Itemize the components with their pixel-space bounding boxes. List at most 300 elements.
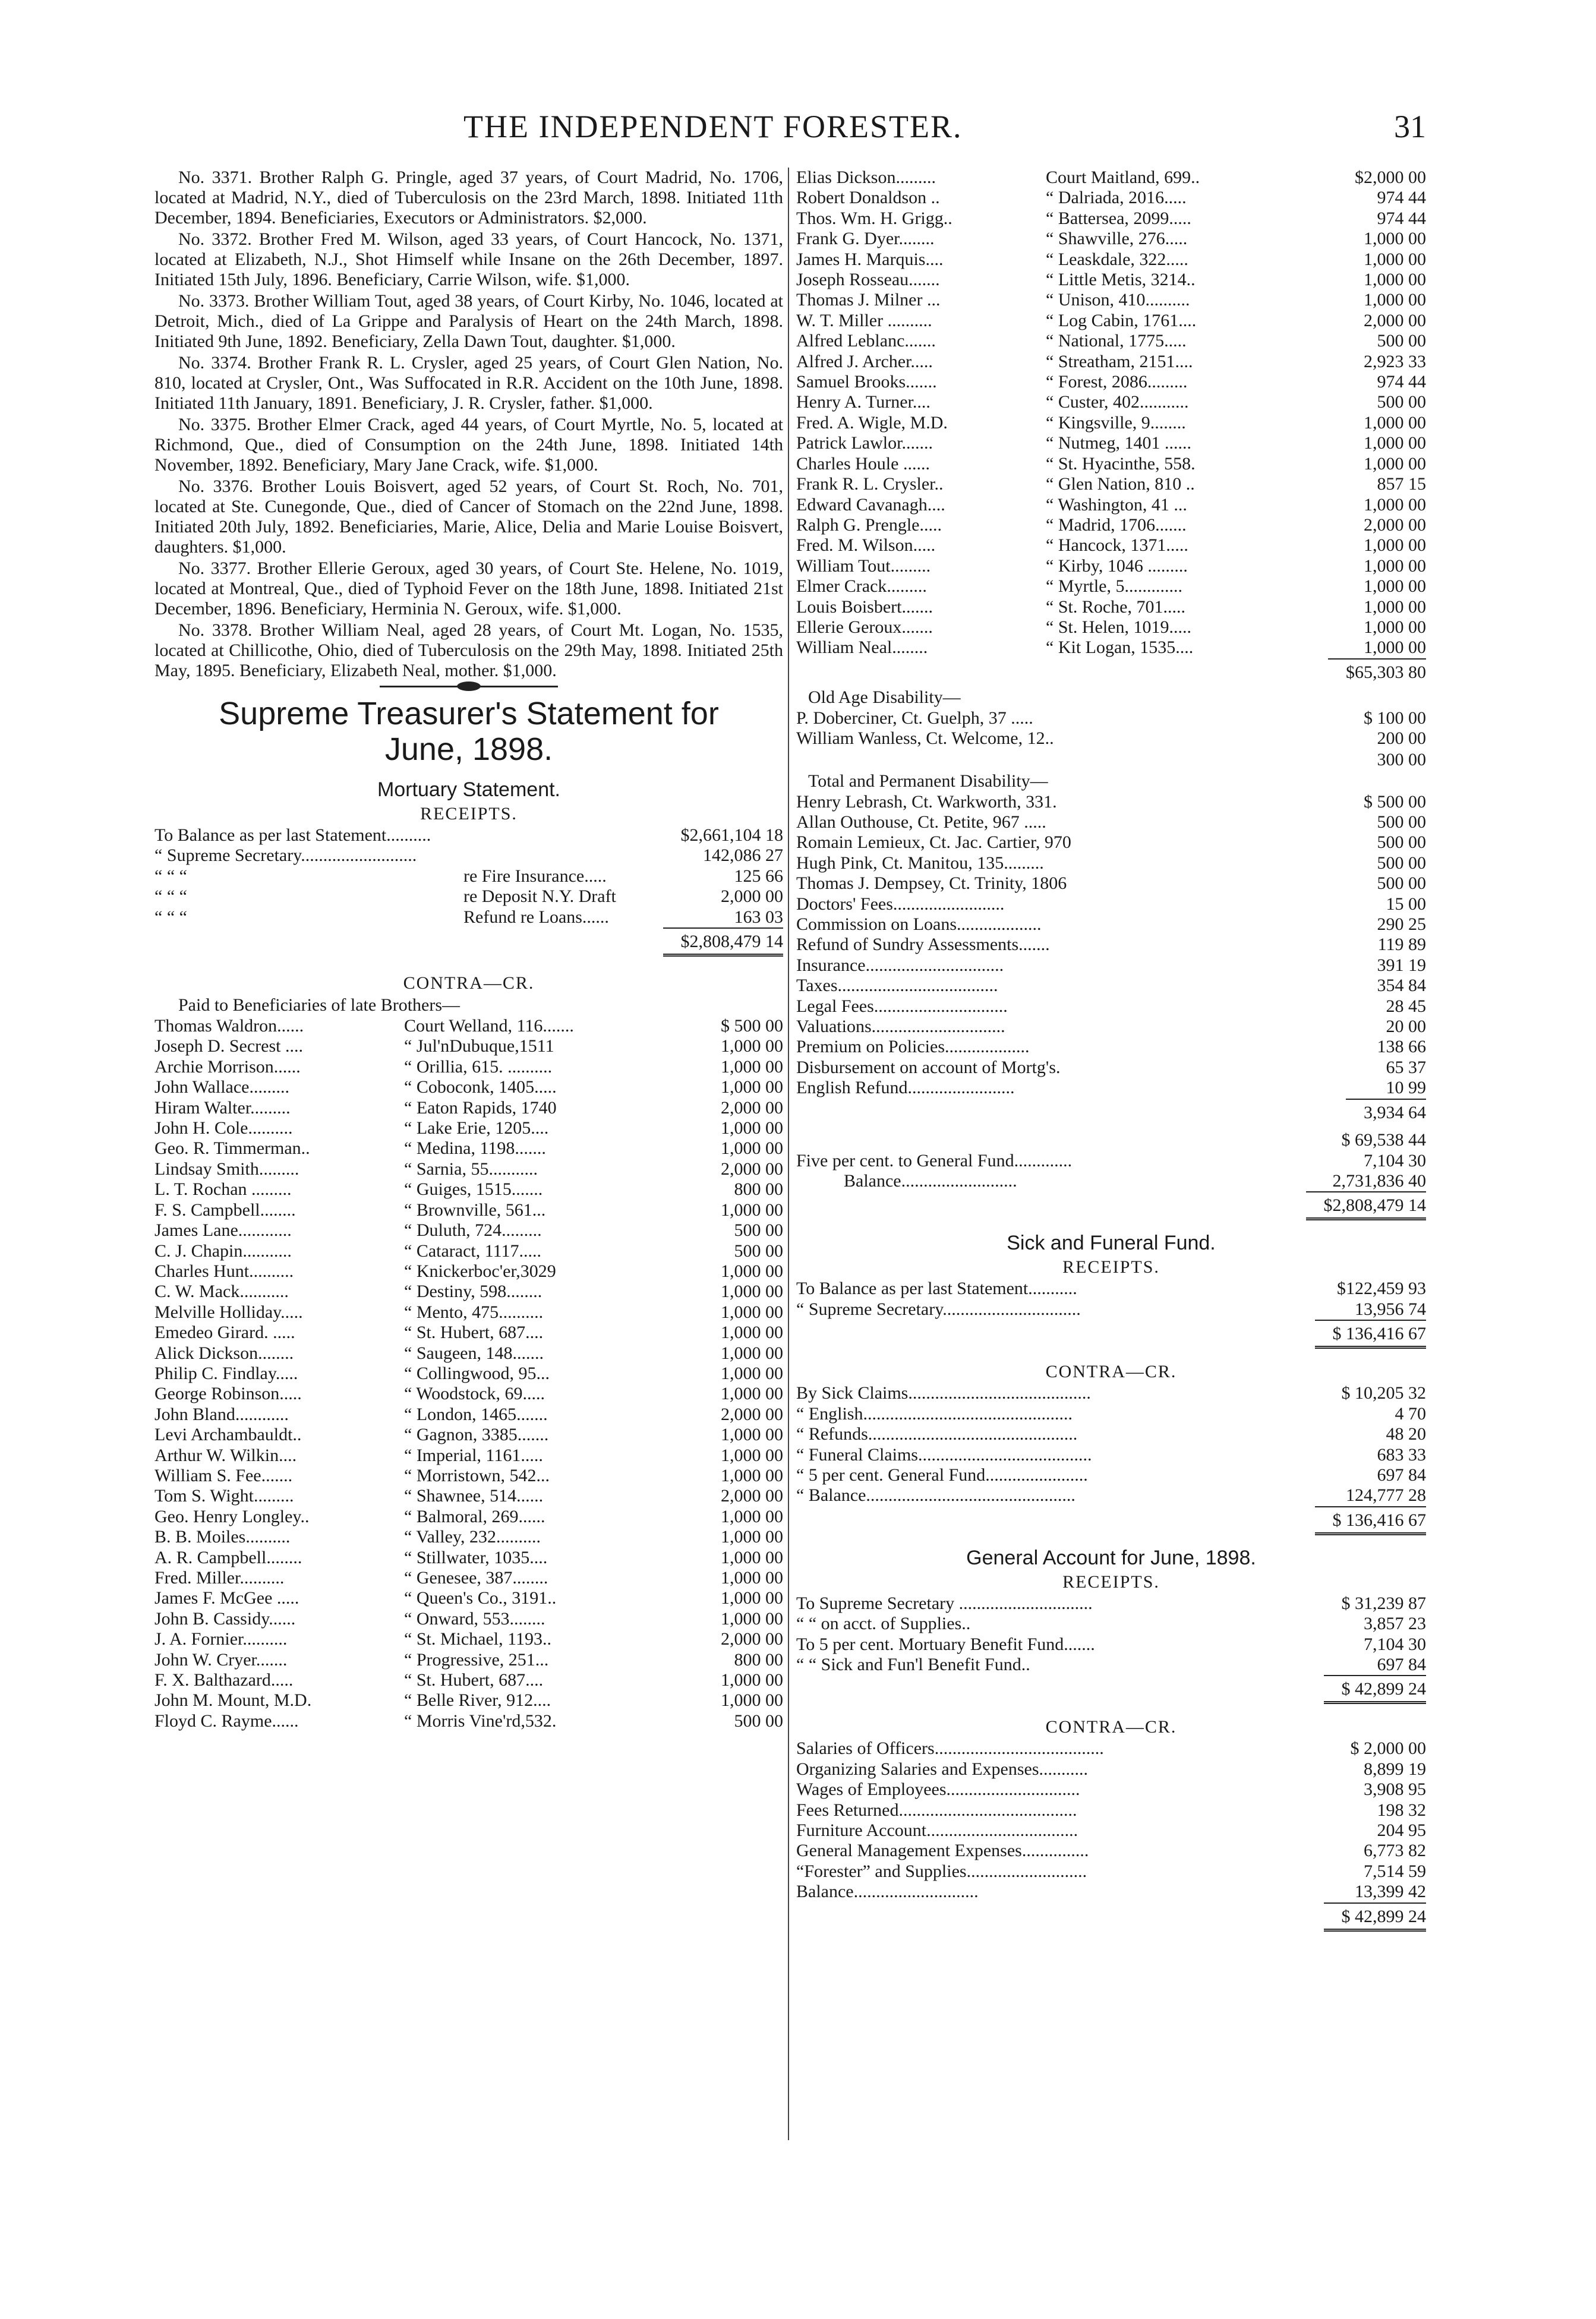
- tpd-name: English Refund........................: [796, 1078, 1015, 1098]
- general-contra-amount: $ 2,000 00: [1350, 1739, 1426, 1759]
- general-contra-amount: 198 32: [1377, 1800, 1426, 1820]
- beneficiary-amount: 1,000 00: [1364, 249, 1426, 269]
- beneficiary-row: [154, 1650, 783, 1670]
- beneficiary-amount: 1,000 00: [721, 1282, 783, 1302]
- beneficiary-amount: 2,000 00: [721, 1629, 783, 1649]
- beneficiary-name: Alick Dickson........: [154, 1343, 294, 1363]
- five-pct-label: Five per cent. to General Fund.............: [796, 1150, 1073, 1170]
- beneficiary-court: “ Belle River, 912....: [404, 1690, 551, 1711]
- old-age-total-value: 300 00: [1377, 749, 1426, 769]
- beneficiary-court: “ Guiges, 1515.......: [404, 1179, 543, 1200]
- beneficiary-court: “ Valley, 232..........: [404, 1527, 541, 1547]
- beneficiary-name: Patrick Lawlor.......: [796, 433, 933, 453]
- beneficiary-court: “ Collingwood, 95...: [404, 1363, 550, 1383]
- balance-row: [796, 1171, 1426, 1191]
- beneficiary-amount: 1,000 00: [721, 1036, 783, 1056]
- mortuary-receipt-name: “ “ “: [154, 907, 187, 927]
- beneficiary-name: F. X. Balthazard.....: [154, 1670, 294, 1690]
- beneficiary-row: [154, 1057, 783, 1077]
- beneficiary-amount: 1,000 00: [1364, 617, 1426, 637]
- tpd-amount: 119 89: [1377, 935, 1426, 955]
- sick-contra-name: “ Funeral Claims.......................................: [796, 1444, 1092, 1465]
- tpd-row: [796, 1078, 1426, 1098]
- general-receipt-amount: 3,857 23: [1364, 1614, 1426, 1634]
- general-contra: [796, 1739, 1426, 1902]
- beneficiary-name: William Tout.........: [796, 556, 931, 576]
- old-age-name: William Wanless, Ct. Welcome, 12..: [796, 728, 1054, 749]
- old-age-label: Old Age Disability—: [808, 687, 961, 707]
- paid-beneficiaries-list: [154, 1016, 783, 1731]
- tpd-label: Total and Permanent Disability—: [808, 771, 1048, 791]
- mortuary-title: Mortuary Statement.: [377, 778, 560, 801]
- beneficiary-name: Samuel Brooks.......: [796, 372, 937, 392]
- beneficiary-row: [154, 1036, 783, 1056]
- beneficiary-row: [154, 1323, 783, 1343]
- tpd-name: Taxes....................................: [796, 976, 998, 996]
- beneficiary-row: [154, 1098, 783, 1118]
- obituary-entry: No. 3377. Brother Ellerie Geroux, aged 30 years, of Court Ste. Helene, No. 1019, located at Montreal, Que., died of Typhoid Fever on the 18th June, 1898. Initiated 21st December, 1896. Beneficiary, Herminia N. Geroux, wife. $1,000.: [154, 559, 783, 619]
- old-age-list: [796, 708, 1426, 749]
- beneficiary-name: Louis Boisbert.......: [796, 597, 933, 617]
- beneficiary-amount: 2,923 33: [1364, 351, 1426, 371]
- beneficiary-amount: 1,000 00: [721, 1077, 783, 1097]
- column-divider: [788, 168, 789, 2140]
- balance-value: 2,731,836 40: [1332, 1171, 1426, 1191]
- tpd-amount: 500 00: [1377, 873, 1426, 894]
- beneficiary-court: “ Jul'nDubuque,1511: [404, 1036, 554, 1056]
- general-contra-row: [796, 1739, 1426, 1759]
- mortuary-receipt-court: Refund re Loans......: [463, 907, 609, 927]
- beneficiary-court: “ Lake Erie, 1205....: [404, 1118, 549, 1138]
- beneficiary-court: “ Glen Nation, 810 ..: [1046, 474, 1195, 494]
- sick-contra-amount: 124,777 28: [1346, 1485, 1426, 1506]
- balance-label: Balance..........................: [844, 1171, 1017, 1191]
- mortuary-receipt-name: “ Supreme Secretary..........................: [154, 845, 417, 866]
- beneficiary-name: Ralph G. Prengle.....: [796, 515, 942, 535]
- paid-beneficiaries-list-cont: [796, 168, 1426, 658]
- beneficiary-row: [154, 1343, 783, 1364]
- beneficiary-amount: 1,000 00: [721, 1608, 783, 1629]
- beneficiary-row: [154, 1466, 783, 1486]
- statement-title-line2: June, 1898.: [384, 731, 553, 767]
- tpd-amount: 500 00: [1377, 853, 1426, 873]
- beneficiary-amount: 1,000 00: [721, 1056, 783, 1077]
- mortuary-receipt-court: re Deposit N.Y. Draft: [463, 886, 616, 907]
- sick-receipt-row: [796, 1279, 1426, 1299]
- beneficiary-row: [154, 1527, 783, 1547]
- general-contra-amount: 3,908 95: [1364, 1780, 1426, 1800]
- beneficiary-row: [154, 1690, 783, 1711]
- beneficiary-name: L. T. Rochan .........: [154, 1179, 292, 1200]
- beneficiary-amount: 1,000 00: [721, 1200, 783, 1220]
- tpd-row: [796, 894, 1426, 914]
- beneficiary-amount: 500 00: [734, 1220, 783, 1241]
- general-contra-amount: 6,773 82: [1364, 1841, 1426, 1861]
- beneficiary-amount: 1,000 00: [721, 1138, 783, 1159]
- mortuary-receipt-amount: $2,661,104 18: [680, 825, 783, 845]
- beneficiary-name: John Bland............: [154, 1404, 289, 1424]
- beneficiary-amount: 1,000 00: [1364, 453, 1426, 474]
- general-receipt-row: [796, 1614, 1426, 1634]
- beneficiary-court: “ Coboconk, 1405.....: [404, 1077, 557, 1097]
- beneficiary-name: James H. Marquis....: [796, 249, 944, 269]
- beneficiary-name: Melville Holliday.....: [154, 1302, 303, 1322]
- mortuary-receipt-court: re Fire Insurance.....: [463, 866, 607, 886]
- beneficiary-row: [154, 1077, 783, 1097]
- mortuary-grand-total-value: $2,808,479 14: [1306, 1191, 1427, 1220]
- tpd-name: Refund of Sundry Assessments.......: [796, 935, 1050, 955]
- beneficiary-name: Joseph D. Secrest ....: [154, 1036, 303, 1056]
- beneficiary-name: Charles Houle ......: [796, 453, 930, 474]
- beneficiary-name: C. J. Chapin...........: [154, 1241, 292, 1261]
- beneficiary-name: J. A. Fornier..........: [154, 1629, 288, 1649]
- general-contra-amount: 7,514 59: [1364, 1861, 1426, 1881]
- beneficiary-amount: 1,000 00: [721, 1465, 783, 1485]
- beneficiary-name: Frank R. L. Crysler..: [796, 474, 944, 494]
- tpd-row: [796, 996, 1426, 1017]
- beneficiary-court: “ Progressive, 251...: [404, 1649, 549, 1670]
- beneficiary-amount: 1,000 00: [721, 1302, 783, 1322]
- tpd-name: Valuations..............................: [796, 1017, 1005, 1037]
- sick-contra-name: “ Refunds...............................................: [796, 1424, 1078, 1444]
- old-age-row: [796, 728, 1426, 749]
- beneficiary-court: “ National, 1775.....: [1046, 331, 1187, 351]
- beneficiary-row: [154, 1138, 783, 1159]
- beneficiary-row: [154, 1384, 783, 1404]
- beneficiary-court: “ Stillwater, 1035....: [404, 1547, 548, 1567]
- tpd-amount: 391 19: [1377, 955, 1426, 975]
- beneficiary-court: “ Woodstock, 69.....: [404, 1384, 545, 1404]
- beneficiary-amount: 1,000 00: [721, 1384, 783, 1404]
- beneficiary-amount: 1,000 00: [721, 1323, 783, 1343]
- sick-contra-name: “ Balance...............................................: [796, 1485, 1075, 1506]
- tpd-row: [796, 873, 1426, 894]
- five-pct-row: [796, 1151, 1426, 1171]
- mortuary-subtotal: [796, 1129, 1426, 1151]
- beneficiary-name: Arthur W. Wilkin....: [154, 1445, 297, 1465]
- general-contra-row: [796, 1780, 1426, 1800]
- general-contra-row: [796, 1759, 1426, 1780]
- beneficiary-court: “ Washington, 41 ...: [1046, 494, 1187, 515]
- tpd-name: Premium on Policies...................: [796, 1037, 1030, 1057]
- sick-receipt-amount: 13,956 74: [1355, 1299, 1426, 1319]
- mortuary-receipt-row: [154, 825, 783, 845]
- beneficiary-amount: 500 00: [734, 1711, 783, 1731]
- general-receipt-amount: 697 84: [1377, 1654, 1426, 1674]
- beneficiary-row: [154, 1425, 783, 1445]
- beneficiary-amount: 1,000 00: [721, 1118, 783, 1138]
- sick-receipt-name: “ Supreme Secretary...............................: [796, 1299, 1081, 1319]
- left-column: [154, 168, 783, 1731]
- beneficiary-name: Fred. Miller..........: [154, 1568, 285, 1588]
- mortuary-receipt-name: “ “ “: [154, 886, 187, 907]
- beneficiary-amount: 974 44: [1377, 208, 1426, 228]
- beneficiary-row: [796, 413, 1426, 433]
- beneficiary-name: B. B. Moiles..........: [154, 1527, 291, 1547]
- mortuary-receipt-row: [154, 866, 783, 886]
- sick-contra-name: “ English...............................................: [796, 1403, 1073, 1424]
- beneficiary-court: “ Knickerboc'er,3029: [404, 1261, 556, 1281]
- beneficiary-name: Fred. A. Wigle, M.D.: [796, 412, 948, 433]
- beneficiary-name: Joseph Rosseau.......: [796, 270, 940, 290]
- beneficiary-amount: 1,000 00: [1364, 229, 1426, 249]
- beneficiary-row: [154, 1282, 783, 1302]
- sick-contra-label: CONTRA—CR.: [1045, 1362, 1177, 1382]
- beneficiary-name: Edward Cavanagh....: [796, 494, 945, 515]
- sick-contra-amount: 683 33: [1377, 1444, 1426, 1465]
- beneficiary-row: [154, 1670, 783, 1690]
- beneficiary-court: “ Onward, 553........: [404, 1608, 545, 1629]
- right-column: [796, 168, 1426, 1932]
- mortuary-receipts-label: RECEIPTS.: [420, 804, 518, 824]
- beneficiary-court: “ Destiny, 598........: [404, 1282, 542, 1302]
- general-contra-label: CONTRA—CR.: [1045, 1717, 1177, 1737]
- beneficiary-court: “ Imperial, 1161.....: [404, 1445, 543, 1465]
- tpd-name: Legal Fees..............................: [796, 996, 1008, 1016]
- beneficiary-name: Tom S. Wight.........: [154, 1486, 294, 1506]
- beneficiary-name: Henry A. Turner....: [796, 392, 931, 412]
- general-account-title: General Account for June, 1898.: [966, 1546, 1256, 1569]
- beneficiary-name: George Robinson.....: [154, 1384, 302, 1404]
- beneficiary-amount: 1,000 00: [1364, 433, 1426, 453]
- tpd-row: [796, 914, 1426, 935]
- beneficiary-row: [154, 1118, 783, 1138]
- beneficiary-name: Thos. Wm. H. Grigg..: [796, 208, 952, 228]
- beneficiary-amount: 1,000 00: [721, 1527, 783, 1547]
- beneficiary-row: [796, 576, 1426, 597]
- beneficiary-name: W. T. Miller ..........: [796, 310, 932, 330]
- general-contra-name: Salaries of Officers......................................: [796, 1739, 1104, 1759]
- beneficiary-court: “ Leaskdale, 322.....: [1046, 249, 1188, 269]
- beneficiary-row: [796, 311, 1426, 331]
- page-number: 31: [1394, 109, 1426, 144]
- general-receipt-row: [796, 1635, 1426, 1655]
- mortuary-subtotal-value: $ 69,538 44: [1341, 1129, 1426, 1150]
- beneficiary-court: “ St. Helen, 1019.....: [1046, 617, 1191, 637]
- beneficiary-amount: 1,000 00: [721, 1506, 783, 1526]
- beneficiary-amount: 2,000 00: [721, 1097, 783, 1118]
- beneficiary-row: [796, 597, 1426, 617]
- beneficiary-name: James Lane............: [154, 1220, 292, 1241]
- old-age-amount: $ 100 00: [1364, 708, 1426, 728]
- mortuary-receipt-amount: 125 66: [734, 866, 783, 886]
- sick-contra-row: [796, 1424, 1426, 1444]
- tpd-amount: 354 84: [1377, 976, 1426, 996]
- beneficiary-amount: 1,000 00: [1364, 270, 1426, 290]
- beneficiary-court: “ Duluth, 724.........: [404, 1220, 542, 1241]
- beneficiary-name: Floyd C. Rayme......: [154, 1711, 299, 1731]
- beneficiary-court: “ St. Roche, 701.....: [1046, 597, 1185, 617]
- beneficiary-name: Elmer Crack.........: [796, 576, 927, 597]
- beneficiary-court: “ Hancock, 1371.....: [1046, 535, 1188, 556]
- beneficiary-amount: 2,000 00: [721, 1404, 783, 1424]
- mortuary-receipt-row: [154, 845, 783, 866]
- beneficiary-court: “ St. Hubert, 687....: [404, 1323, 544, 1343]
- beneficiary-name: F. S. Campbell........: [154, 1200, 296, 1220]
- tpd-amount: $ 500 00: [1364, 791, 1426, 812]
- tpd-amount: 500 00: [1377, 832, 1426, 853]
- beneficiary-name: Geo. Henry Longley..: [154, 1506, 310, 1526]
- sick-contra-amount: 48 20: [1386, 1424, 1426, 1444]
- beneficiary-name: Fred. M. Wilson.....: [796, 535, 936, 556]
- beneficiary-row: [154, 1200, 783, 1220]
- beneficiary-court: “ Kit Logan, 1535....: [1046, 638, 1194, 658]
- sick-receipts-total: [796, 1320, 1426, 1349]
- beneficiary-court: “ Genesee, 387........: [404, 1568, 548, 1588]
- beneficiary-amount: 974 44: [1377, 372, 1426, 392]
- beneficiary-row: [154, 1629, 783, 1649]
- beneficiary-amount: 1,000 00: [721, 1445, 783, 1465]
- general-contra-row: [796, 1882, 1426, 1902]
- mortuary-receipt-row: [154, 886, 783, 907]
- beneficiary-name: Levi Archambauldt..: [154, 1425, 302, 1445]
- beneficiary-name: Archie Morrison......: [154, 1056, 301, 1077]
- beneficiary-court: Court Maitland, 699..: [1046, 168, 1200, 187]
- tpd-row: [796, 812, 1426, 832]
- beneficiary-amount: 857 15: [1377, 474, 1426, 494]
- general-receipts-total-value: $ 42,899 24: [1324, 1675, 1427, 1704]
- tpd-total: [796, 1099, 1426, 1124]
- beneficiary-court: “ Kirby, 1046 .........: [1046, 556, 1188, 576]
- tpd-amount: 65 37: [1386, 1057, 1426, 1077]
- sick-contra-row: [796, 1445, 1426, 1465]
- general-contra-name: Furniture Account..................................: [796, 1820, 1078, 1840]
- beneficiary-row: [796, 372, 1426, 392]
- beneficiary-court: “ Unison, 410..........: [1046, 290, 1190, 310]
- five-pct-value: 7,104 30: [1364, 1150, 1426, 1170]
- general-contra-name: Wages of Employees..............................: [796, 1780, 1080, 1800]
- beneficiary-amount: 1,000 00: [721, 1690, 783, 1711]
- beneficiary-row: [154, 1486, 783, 1506]
- beneficiary-row: [154, 1261, 783, 1282]
- mortuary-receipt-amount: 2,000 00: [721, 886, 783, 907]
- tpd-amount: 290 25: [1377, 914, 1426, 934]
- beneficiary-name: Charles Hunt..........: [154, 1261, 294, 1281]
- obituary-entry: No. 3373. Brother William Tout, aged 38 years, of Court Kirby, No. 1046, located at Detroit, Mich., died of La Grippe and Paralysis of Heart on the 24th March, 1898. Initiated 9th June, 1892. Beneficiary, Zella Dawn Tout, daughter. $1,000.: [154, 291, 783, 351]
- old-age-name: P. Doberciner, Ct. Guelph, 37 .....: [796, 708, 1033, 728]
- beneficiary-court: “ Morristown, 542...: [404, 1465, 550, 1485]
- obituary-entry: No. 3374. Brother Frank R. L. Crysler, aged 25 years, of Court Glen Nation, No. 810, located at Crysler, Ont., Was Suffocated in R.R. Accident on the 10th June, 1898. Initiated 11th January, 1891. Beneficiary, J. R. Crysler, father. $1,000.: [154, 353, 783, 413]
- mortuary-grand-total: [796, 1191, 1426, 1220]
- beneficiary-name: Lindsay Smith.........: [154, 1159, 299, 1179]
- tpd-row: [796, 832, 1426, 853]
- general-receipts: [796, 1594, 1426, 1676]
- tpd-name: Romain Lemieux, Ct. Jac. Cartier, 970: [796, 832, 1071, 853]
- general-contra-row: [796, 1821, 1426, 1841]
- paid-total: [796, 658, 1426, 683]
- beneficiary-court: “ Kingsville, 9........: [1046, 412, 1186, 433]
- beneficiary-court: “ Streatham, 2151....: [1046, 351, 1193, 371]
- journal-title: THE INDEPENDENT FORESTER.: [463, 109, 963, 144]
- tpd-amount: 500 00: [1377, 812, 1426, 832]
- tpd-row: [796, 1058, 1426, 1078]
- beneficiary-amount: 1,000 00: [1364, 576, 1426, 597]
- general-contra-total: [796, 1902, 1426, 1932]
- beneficiary-court: “ Queen's Co., 3191..: [404, 1588, 557, 1608]
- beneficiary-row: [154, 1609, 783, 1629]
- tpd-total-value: 3,934 64: [1346, 1099, 1426, 1124]
- beneficiary-court: “ Orillia, 615. ..........: [404, 1056, 553, 1077]
- beneficiary-amount: 1,000 00: [721, 1261, 783, 1281]
- mortuary-receipts-total-value: $2,808,479 14: [663, 927, 784, 957]
- beneficiary-court: “ St. Hyacinthe, 558.: [1046, 453, 1196, 474]
- tpd-name: Henry Lebrash, Ct. Warkworth, 331.: [796, 791, 1057, 812]
- sick-contra-amount: 697 84: [1377, 1465, 1426, 1485]
- tpd-list: [796, 792, 1426, 1099]
- beneficiary-row: [796, 495, 1426, 515]
- tpd-name: Disbursement on account of Mortg's.: [796, 1057, 1061, 1077]
- beneficiary-amount: 1,000 00: [721, 1363, 783, 1383]
- sick-contra-amount: $ 10,205 32: [1341, 1383, 1426, 1403]
- beneficiary-row: [796, 270, 1426, 290]
- beneficiary-court: “ Sarnia, 55...........: [404, 1159, 538, 1179]
- mortuary-receipt-court: [463, 825, 646, 845]
- beneficiary-name: John Wallace.........: [154, 1077, 289, 1097]
- beneficiary-name: Hiram Walter.........: [154, 1097, 291, 1118]
- general-contra-row: [796, 1841, 1426, 1861]
- beneficiary-row: [796, 229, 1426, 249]
- beneficiary-court: “ Mento, 475..........: [404, 1302, 544, 1322]
- beneficiary-court: “ Custer, 402...........: [1046, 392, 1189, 412]
- beneficiary-row: [796, 638, 1426, 658]
- sick-contra-name: “ 5 per cent. General Fund.......................: [796, 1465, 1088, 1485]
- obituary-entry: No. 3371. Brother Ralph G. Pringle, aged 37 years, of Court Madrid, No. 1706, located at Madrid, N.Y., died of Tuberculosis on the 23rd March, 1898. Initiated 11th December, 1894. Beneficiaries, Executors or Administrators. $2,000.: [154, 168, 783, 228]
- beneficiary-amount: 2,000 00: [721, 1159, 783, 1179]
- beneficiary-court: “ St. Michael, 1193..: [404, 1629, 552, 1649]
- beneficiary-court: “ Medina, 1198.......: [404, 1138, 546, 1159]
- beneficiary-name: Geo. R. Timmerman..: [154, 1138, 310, 1159]
- beneficiary-name: Elias Dickson.........: [796, 168, 936, 187]
- beneficiary-amount: 974 44: [1377, 188, 1426, 208]
- beneficiary-row: [796, 168, 1426, 188]
- beneficiary-amount: 1,000 00: [721, 1547, 783, 1567]
- beneficiary-row: [154, 1016, 783, 1036]
- sick-fund-title: Sick and Funeral Fund.: [1007, 1232, 1216, 1255]
- beneficiary-row: [796, 433, 1426, 453]
- sick-receipts-total-value: $ 136,416 67: [1315, 1320, 1427, 1349]
- beneficiary-court: “ Brownville, 561...: [404, 1200, 546, 1220]
- old-age-total: [796, 749, 1426, 771]
- tpd-amount: 138 66: [1377, 1037, 1426, 1057]
- beneficiary-row: [154, 1548, 783, 1568]
- beneficiary-amount: 1,000 00: [721, 1670, 783, 1690]
- beneficiary-amount: $ 500 00: [721, 1016, 783, 1036]
- beneficiary-court: “ Saugeen, 148.......: [404, 1343, 544, 1363]
- beneficiary-row: [796, 474, 1426, 494]
- beneficiary-name: Thomas J. Milner ...: [796, 290, 941, 310]
- beneficiary-name: Ellerie Geroux.......: [796, 617, 933, 637]
- beneficiary-name: John H. Cole..........: [154, 1118, 293, 1138]
- beneficiary-amount: 1,000 00: [721, 1425, 783, 1445]
- beneficiary-name: William S. Fee.......: [154, 1465, 293, 1485]
- beneficiary-row: [154, 1159, 783, 1179]
- tpd-amount: 28 45: [1386, 996, 1426, 1016]
- beneficiary-row: [796, 392, 1426, 412]
- mortuary-receipt-name: To Balance as per last Statement..........: [154, 825, 431, 845]
- beneficiary-row: [796, 188, 1426, 208]
- old-age-row: [796, 708, 1426, 728]
- mortuary-receipt-row: [154, 907, 783, 927]
- general-receipt-name: “ “ Sick and Fun'l Benefit Fund..: [796, 1654, 1030, 1674]
- general-receipt-amount: 7,104 30: [1364, 1634, 1426, 1654]
- beneficiary-amount: 800 00: [734, 1649, 783, 1670]
- ornament-divider: [380, 686, 558, 687]
- beneficiary-amount: 800 00: [734, 1179, 783, 1200]
- paid-total-value: $65,303 80: [1328, 658, 1426, 683]
- beneficiary-court: “ Nutmeg, 1401 ......: [1046, 433, 1191, 453]
- beneficiary-amount: 2,000 00: [1364, 515, 1426, 535]
- tpd-row: [796, 935, 1426, 955]
